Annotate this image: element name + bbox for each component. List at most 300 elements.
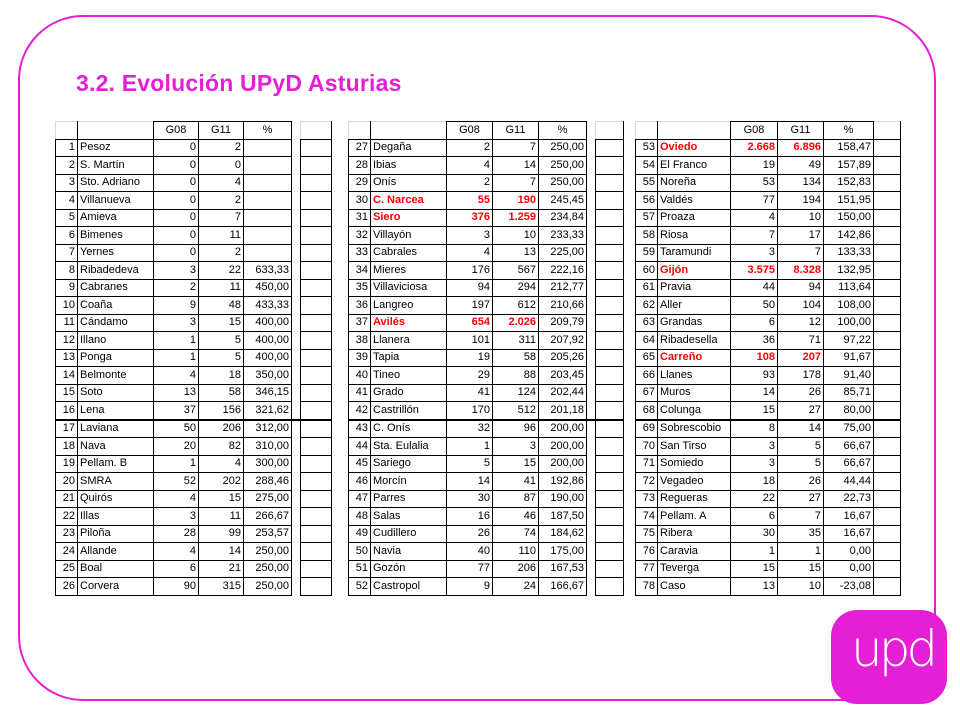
blank-cell [301, 314, 332, 332]
municipality-name: Villaviciosa [371, 279, 447, 297]
gap-cell [292, 314, 301, 332]
row-number: 53 [636, 139, 658, 157]
votes-g11: 18 [199, 367, 244, 385]
percent-change [244, 227, 292, 245]
row-number: 34 [349, 262, 371, 280]
votes-g08: 4 [154, 490, 199, 508]
table-row [349, 332, 624, 350]
gap-cell [587, 367, 596, 385]
votes-g11: 11 [199, 227, 244, 245]
gap-cell [292, 262, 301, 280]
row-number: 74 [636, 508, 658, 526]
votes-g08: 4 [154, 367, 199, 385]
gap-cell [292, 525, 301, 543]
table-row [349, 174, 624, 192]
gap-cell [292, 244, 301, 262]
votes-g11: 82 [199, 438, 244, 456]
blank-cell [874, 473, 901, 491]
votes-g08: 2 [154, 279, 199, 297]
votes-g11: 294 [493, 279, 539, 297]
row-number: 43 [349, 420, 371, 438]
row-number: 63 [636, 314, 658, 332]
votes-g08: 1 [154, 349, 199, 367]
row-number: 46 [349, 473, 371, 491]
percent-change: 133,33 [824, 244, 874, 262]
votes-g11: 87 [493, 490, 539, 508]
municipality-name: Villanueva [78, 192, 154, 210]
table-row [56, 262, 332, 280]
municipality-name: Castropol [371, 578, 447, 596]
table-row [56, 438, 332, 456]
blank-cell [301, 560, 332, 578]
gap-cell [587, 227, 596, 245]
percent-change: 0,00 [824, 560, 874, 578]
row-number: 28 [349, 157, 371, 175]
municipality-name: Degaña [371, 139, 447, 157]
gap-cell [292, 438, 301, 456]
header-row [636, 122, 901, 140]
gap-cell [292, 455, 301, 473]
votes-g08: 6 [154, 560, 199, 578]
table-row [636, 332, 901, 350]
row-number: 62 [636, 297, 658, 315]
row-number: 15 [56, 384, 78, 402]
municipality-name: Proaza [658, 209, 731, 227]
gap-cell [587, 543, 596, 561]
percent-change: 222,16 [539, 262, 587, 280]
gap-cell [587, 438, 596, 456]
gap-cell [292, 122, 301, 140]
blank-cell [301, 209, 332, 227]
blank-cell [301, 332, 332, 350]
table-row [56, 367, 332, 385]
table-row [56, 209, 332, 227]
municipality-name: Belmonte [78, 367, 154, 385]
row-number: 72 [636, 473, 658, 491]
table-row [56, 384, 332, 402]
blank-cell [301, 279, 332, 297]
blank-cell [596, 473, 624, 491]
blank-cell [874, 297, 901, 315]
table-row [349, 402, 624, 420]
municipality-name: Cándamo [78, 314, 154, 332]
votes-g11: 13 [493, 244, 539, 262]
blank-cell [301, 174, 332, 192]
table-row [349, 157, 624, 175]
votes-g11: 7 [778, 244, 824, 262]
percent-change: 250,00 [244, 560, 292, 578]
municipality-name: Tineo [371, 367, 447, 385]
blank-cell [301, 262, 332, 280]
row-number: 49 [349, 525, 371, 543]
gap-cell [587, 332, 596, 350]
row-number: 61 [636, 279, 658, 297]
votes-g11: 6.896 [778, 139, 824, 157]
gap-cell [292, 560, 301, 578]
table-row [636, 297, 901, 315]
blank-cell [874, 560, 901, 578]
votes-g11: 5 [778, 455, 824, 473]
votes-g08: 41 [447, 384, 493, 402]
votes-g11: 5 [778, 438, 824, 456]
table-row [56, 543, 332, 561]
votes-g08: 5 [447, 455, 493, 473]
header-empty-name [371, 122, 447, 140]
votes-g08: 28 [154, 525, 199, 543]
percent-change [244, 209, 292, 227]
percent-change: 275,00 [244, 490, 292, 508]
municipality-name: Muros [658, 384, 731, 402]
results-table-3 [635, 121, 901, 596]
municipality-name: Noreña [658, 174, 731, 192]
gap-cell [292, 420, 301, 438]
header-pct: % [824, 122, 874, 140]
header-empty-n [636, 122, 658, 140]
blank-cell [301, 192, 332, 210]
percent-change [244, 192, 292, 210]
votes-g08: 6 [731, 314, 778, 332]
table-row [349, 455, 624, 473]
votes-g08: 0 [154, 192, 199, 210]
table-row [349, 508, 624, 526]
blank-cell [874, 543, 901, 561]
blank-cell [596, 578, 624, 596]
votes-g08: 16 [447, 508, 493, 526]
votes-g11: 88 [493, 367, 539, 385]
votes-g08: 26 [447, 525, 493, 543]
blank-cell [596, 244, 624, 262]
table-row [636, 384, 901, 402]
table-row [56, 244, 332, 262]
votes-g11: 15 [778, 560, 824, 578]
table-row [56, 139, 332, 157]
row-number: 77 [636, 560, 658, 578]
gap-cell [587, 244, 596, 262]
votes-g11: 110 [493, 543, 539, 561]
municipality-name: Corvera [78, 578, 154, 596]
municipality-name: Grandas [658, 314, 731, 332]
votes-g08: 32 [447, 420, 493, 438]
gap-cell [587, 455, 596, 473]
gap-cell [587, 209, 596, 227]
row-number: 20 [56, 473, 78, 491]
votes-g11: 27 [778, 402, 824, 420]
votes-g08: 2 [447, 174, 493, 192]
header-empty-name [78, 122, 154, 140]
header-row [56, 122, 332, 140]
blank-cell [874, 438, 901, 456]
row-number: 50 [349, 543, 371, 561]
blank-cell [874, 279, 901, 297]
blank-cell [596, 438, 624, 456]
votes-g08: 7 [731, 227, 778, 245]
municipality-name: Bimenes [78, 227, 154, 245]
table-row [349, 490, 624, 508]
percent-change: 250,00 [539, 139, 587, 157]
votes-g08: 15 [731, 402, 778, 420]
header-empty-tail [596, 122, 624, 140]
percent-change: 312,00 [244, 420, 292, 438]
blank-cell [874, 349, 901, 367]
votes-g11: 104 [778, 297, 824, 315]
gap-cell [587, 490, 596, 508]
votes-g08: 19 [447, 349, 493, 367]
gap-cell [292, 367, 301, 385]
votes-g08: 52 [154, 473, 199, 491]
municipality-name: SMRA [78, 473, 154, 491]
row-number: 14 [56, 367, 78, 385]
votes-g08: 3 [154, 508, 199, 526]
blank-cell [596, 560, 624, 578]
header-g08: G08 [731, 122, 778, 140]
percent-change: 209,79 [539, 314, 587, 332]
table-row [636, 578, 901, 596]
municipality-name: Yernes [78, 244, 154, 262]
votes-g11: 58 [199, 384, 244, 402]
row-number: 3 [56, 174, 78, 192]
table-row [636, 420, 901, 438]
percent-change: 225,00 [539, 244, 587, 262]
municipality-name: Ribadedeva [78, 262, 154, 280]
municipality-name: Onís [371, 174, 447, 192]
table-row [56, 402, 332, 420]
table-row [56, 192, 332, 210]
percent-change: 66,67 [824, 438, 874, 456]
votes-g08: 13 [731, 578, 778, 596]
gap-cell [292, 157, 301, 175]
table-row [636, 543, 901, 561]
municipality-name: Sobrescobio [658, 420, 731, 438]
table-row [56, 227, 332, 245]
votes-g08: 1 [154, 332, 199, 350]
votes-g08: 3 [447, 227, 493, 245]
table-row [636, 455, 901, 473]
municipality-name: Allande [78, 543, 154, 561]
gap-cell [292, 297, 301, 315]
municipality-name: San Tirso [658, 438, 731, 456]
percent-change: -23,08 [824, 578, 874, 596]
municipality-name: Piloña [78, 525, 154, 543]
percent-change: 300,00 [244, 455, 292, 473]
table-row [636, 473, 901, 491]
row-number: 57 [636, 209, 658, 227]
votes-g11: 12 [778, 314, 824, 332]
blank-cell [596, 209, 624, 227]
municipality-name: El Franco [658, 157, 731, 175]
row-number: 52 [349, 578, 371, 596]
row-number: 40 [349, 367, 371, 385]
row-number: 75 [636, 525, 658, 543]
gap-cell [292, 578, 301, 596]
votes-g11: 35 [778, 525, 824, 543]
votes-g08: 4 [154, 543, 199, 561]
votes-g11: 48 [199, 297, 244, 315]
municipality-name: Grado [371, 384, 447, 402]
percent-change: 175,00 [539, 543, 587, 561]
votes-g08: 40 [447, 543, 493, 561]
percent-change: 350,00 [244, 367, 292, 385]
municipality-name: Pravia [658, 279, 731, 297]
municipality-name: C. Narcea [371, 192, 447, 210]
percent-change [244, 157, 292, 175]
percent-change: 450,00 [244, 279, 292, 297]
gap-cell [587, 508, 596, 526]
votes-g11: 7 [778, 508, 824, 526]
percent-change: 202,44 [539, 384, 587, 402]
gap-cell [587, 192, 596, 210]
blank-cell [301, 490, 332, 508]
table-row [56, 578, 332, 596]
table-row [349, 543, 624, 561]
table-row [349, 473, 624, 491]
row-number: 56 [636, 192, 658, 210]
blank-cell [596, 525, 624, 543]
percent-change: 167,53 [539, 560, 587, 578]
municipality-name: Valdés [658, 192, 731, 210]
row-number: 9 [56, 279, 78, 297]
percent-change: 200,00 [539, 455, 587, 473]
votes-g08: 0 [154, 209, 199, 227]
gap-cell [292, 332, 301, 350]
table-row [636, 139, 901, 157]
gap-cell [292, 490, 301, 508]
percent-change: 16,67 [824, 508, 874, 526]
votes-g08: 90 [154, 578, 199, 596]
percent-change: 233,33 [539, 227, 587, 245]
header-empty-n [349, 122, 371, 140]
percent-change: 142,86 [824, 227, 874, 245]
row-number: 41 [349, 384, 371, 402]
votes-g08: 9 [154, 297, 199, 315]
blank-cell [874, 244, 901, 262]
percent-change: 321,62 [244, 402, 292, 420]
percent-change: 200,00 [539, 438, 587, 456]
municipality-name: Riosa [658, 227, 731, 245]
municipality-name: Cudillero [371, 525, 447, 543]
municipality-name: Pellam. A [658, 508, 731, 526]
votes-g08: 3 [731, 438, 778, 456]
votes-g08: 50 [154, 420, 199, 438]
table-row [636, 279, 901, 297]
upd-logo-text: upd [851, 620, 935, 678]
votes-g11: 58 [493, 349, 539, 367]
municipality-name: Llanera [371, 332, 447, 350]
header-empty-n [56, 122, 78, 140]
municipality-name: Ribadesella [658, 332, 731, 350]
table-row [636, 560, 901, 578]
votes-g11: 22 [199, 262, 244, 280]
table-row [56, 349, 332, 367]
percent-change: 151,95 [824, 192, 874, 210]
table-row [349, 349, 624, 367]
gap-cell [587, 420, 596, 438]
percent-change: 192,86 [539, 473, 587, 491]
row-number: 54 [636, 157, 658, 175]
votes-g08: 8 [731, 420, 778, 438]
header-g11: G11 [493, 122, 539, 140]
votes-g08: 55 [447, 192, 493, 210]
blank-cell [596, 455, 624, 473]
table-row [56, 332, 332, 350]
percent-change: 245,45 [539, 192, 587, 210]
votes-g08: 3.575 [731, 262, 778, 280]
blank-cell [874, 402, 901, 420]
gap-cell [292, 349, 301, 367]
municipality-name: Colunga [658, 402, 731, 420]
votes-g11: 11 [199, 279, 244, 297]
blank-cell [874, 209, 901, 227]
votes-g08: 22 [731, 490, 778, 508]
gap-cell [587, 560, 596, 578]
votes-g11: 206 [493, 560, 539, 578]
votes-g11: 46 [493, 508, 539, 526]
table-row [56, 174, 332, 192]
municipality-name: Pellam. B [78, 455, 154, 473]
votes-g11: 5 [199, 349, 244, 367]
blank-cell [596, 279, 624, 297]
percent-change: 75,00 [824, 420, 874, 438]
votes-g11: 124 [493, 384, 539, 402]
row-number: 68 [636, 402, 658, 420]
percent-change: 80,00 [824, 402, 874, 420]
table-row [636, 508, 901, 526]
municipality-name: Illas [78, 508, 154, 526]
votes-g11: 17 [778, 227, 824, 245]
row-number: 33 [349, 244, 371, 262]
percent-change: 150,00 [824, 209, 874, 227]
percent-change: 400,00 [244, 332, 292, 350]
percent-change [244, 174, 292, 192]
municipality-name: Navia [371, 543, 447, 561]
row-number: 76 [636, 543, 658, 561]
table-row [636, 314, 901, 332]
percent-change: 66,67 [824, 455, 874, 473]
row-number: 44 [349, 438, 371, 456]
gap-cell [587, 279, 596, 297]
municipality-name: Caravia [658, 543, 731, 561]
row-number: 19 [56, 455, 78, 473]
blank-cell [874, 227, 901, 245]
votes-g11: 178 [778, 367, 824, 385]
votes-g11: 49 [778, 157, 824, 175]
percent-change: 100,00 [824, 314, 874, 332]
blank-cell [301, 438, 332, 456]
header-pct: % [244, 122, 292, 140]
votes-g11: 14 [778, 420, 824, 438]
municipality-name: Parres [371, 490, 447, 508]
municipality-name: Teverga [658, 560, 731, 578]
row-number: 38 [349, 332, 371, 350]
votes-g08: 50 [731, 297, 778, 315]
gap-cell [292, 139, 301, 157]
blank-cell [874, 420, 901, 438]
blank-cell [301, 244, 332, 262]
votes-g08: 94 [447, 279, 493, 297]
row-number: 70 [636, 438, 658, 456]
municipality-name: Lena [78, 402, 154, 420]
row-number: 26 [56, 578, 78, 596]
table-row [56, 157, 332, 175]
percent-change [244, 244, 292, 262]
header-g08: G08 [154, 122, 199, 140]
row-number: 48 [349, 508, 371, 526]
percent-change: 97,22 [824, 332, 874, 350]
votes-g11: 202 [199, 473, 244, 491]
votes-g11: 612 [493, 297, 539, 315]
votes-g08: 53 [731, 174, 778, 192]
gap-cell [292, 508, 301, 526]
blank-cell [596, 262, 624, 280]
